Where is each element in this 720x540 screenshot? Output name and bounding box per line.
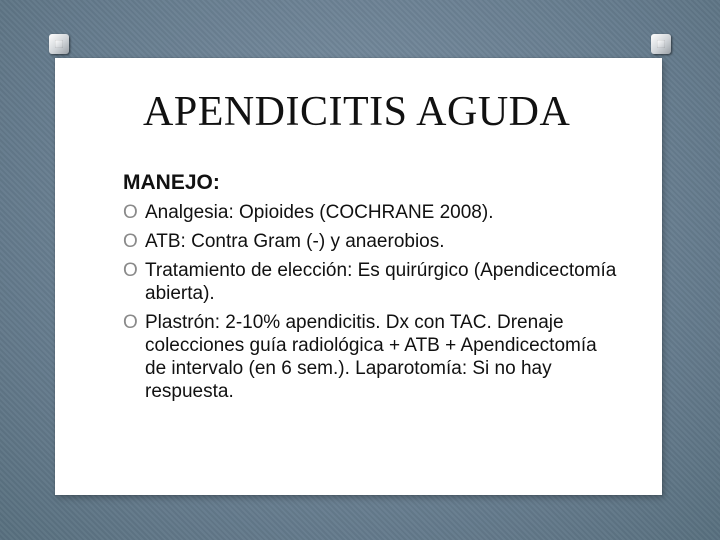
bullet-marker-icon: O [123, 202, 138, 223]
bullet-list [123, 201, 623, 403]
bullet-text: Analgesia: Opioides (COCHRANE 2008). [145, 202, 494, 223]
bullet-text: Plastrón: 2-10% apendicitis. Dx con TAC. Drenaje colecciones guía radiológica + ATB + Apendicectomía de intervalo (en 6 sem.). Laparotomía: Si no hay respuesta. [145, 312, 597, 402]
bullet-item [123, 259, 623, 305]
bullet-item [123, 230, 623, 253]
bullet-item [123, 201, 623, 224]
bullet-marker-icon: O [123, 231, 138, 252]
bullet-text: ATB: Contra Gram (-) y anaerobios. [145, 231, 445, 252]
bullet-text: Tratamiento de elección: Es quirúrgico (Apendicectomía abierta). [145, 260, 617, 304]
section-heading: MANEJO: [123, 171, 220, 194]
bullet-marker-icon: O [123, 312, 138, 333]
slide-content [123, 170, 623, 409]
bullet-marker-icon: O [123, 260, 138, 281]
push-pin-icon [651, 34, 671, 54]
bullet-item [123, 311, 623, 403]
push-pin-icon [49, 34, 69, 54]
slide-title: APENDICITIS AGUDA [143, 89, 571, 135]
